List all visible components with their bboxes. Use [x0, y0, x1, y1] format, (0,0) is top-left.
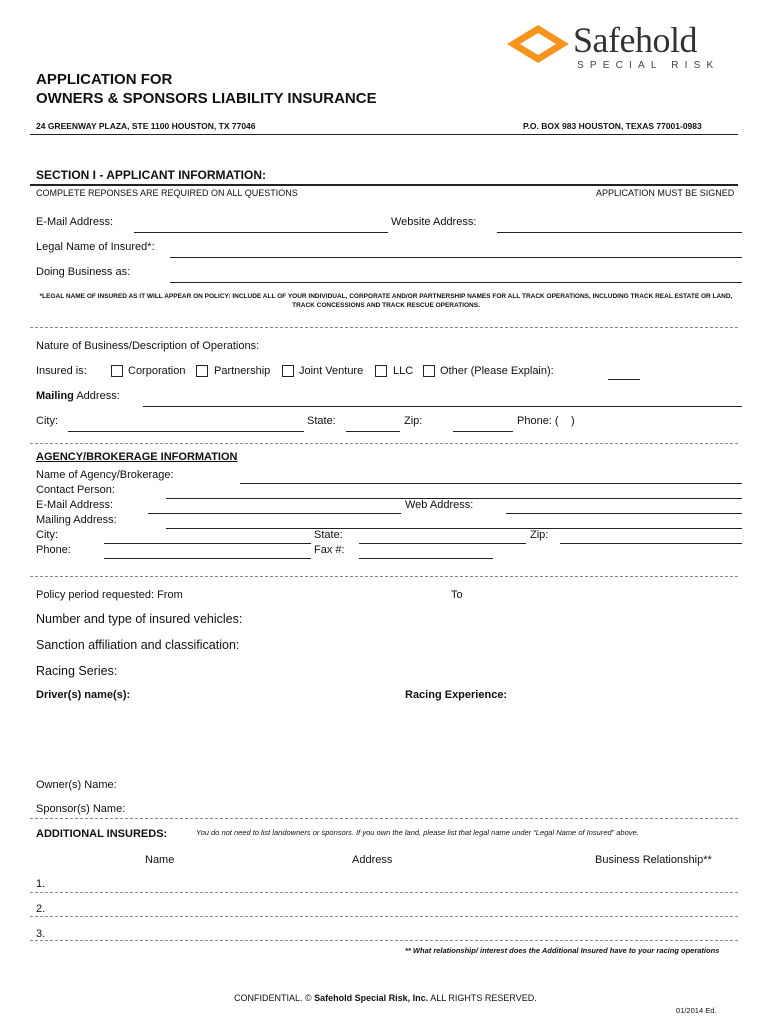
- edition-label: 01/2014 Ed.: [676, 1006, 717, 1015]
- po-box-address: P.O. BOX 983 HOUSTON, TEXAS 77001-0983: [523, 121, 702, 131]
- confidential-pre: CONFIDENTIAL. ©: [234, 993, 315, 1003]
- agency-name-label: Name of Agency/Brokerage:: [36, 469, 174, 481]
- partnership-checkbox[interactable]: [196, 365, 208, 377]
- website-label: Website Address:: [391, 216, 477, 228]
- nature-of-business-label: Nature of Business/Description of Operations:: [36, 340, 260, 352]
- legal-name-label: Legal Name of Insured*:: [36, 241, 155, 253]
- mailing-label-bold: Mailing: [36, 390, 74, 402]
- row-divider: [30, 892, 738, 893]
- dba-label: Doing Business as:: [36, 266, 131, 278]
- corporation-label: Corporation: [128, 365, 186, 377]
- agency-zip-field[interactable]: [560, 527, 742, 544]
- mailing-label-rest: Address:: [73, 390, 120, 402]
- additional-row-2: 2.: [36, 903, 46, 915]
- logo-diamond-icon: [505, 24, 571, 64]
- phone-label: Phone: (: [517, 415, 559, 427]
- divider: [30, 327, 738, 328]
- legal-name-footnote: *LEGAL NAME OF INSURED AS IT WILL APPEAR ON POLICY: INCLUDE ALL OF YOUR INDIVIDUAL, CORPORATE AND/OR PARTNERSHIP NAMES FOR ALL TRACK OPERATIONS, INCLUDING TRACK REAL ESTATE OR LAND, TRACK CONCESSIONS AND TRACK RESCUE OPERATIONS.: [39, 293, 733, 309]
- company-logo: [505, 22, 745, 74]
- agency-mailing-label: Mailing Address:: [36, 514, 117, 526]
- required-note: COMPLETE REPONSES ARE REQUIRED ON ALL QUESTIONS: [36, 188, 298, 198]
- other-explain-field[interactable]: [608, 365, 640, 380]
- other-checkbox[interactable]: [423, 365, 435, 377]
- agency-zip-label: Zip:: [530, 529, 549, 541]
- agency-phone-field[interactable]: [104, 542, 311, 559]
- section1-title: SECTION I - APPLICANT INFORMATION:: [36, 168, 266, 182]
- mailing-address-label: [36, 390, 120, 402]
- state-field[interactable]: [346, 415, 400, 432]
- drivers-label: Driver(s) name(s):: [36, 689, 131, 701]
- confidential-company: Safehold Special Risk, Inc.: [314, 993, 429, 1003]
- confidential-notice: [234, 993, 537, 1003]
- website-field[interactable]: [497, 216, 742, 233]
- street-address: 24 GREENWAY PLAZA, STE 1100 HOUSTON, TX 77046: [36, 121, 256, 131]
- joint-venture-checkbox[interactable]: [282, 365, 294, 377]
- legal-name-field[interactable]: [170, 241, 742, 258]
- joint-venture-label: Joint Venture: [299, 365, 364, 377]
- contact-person-label: Contact Person:: [36, 484, 115, 496]
- additional-row-3: 3.: [36, 928, 46, 940]
- divider: [30, 818, 738, 819]
- column-relationship: Business Relationship**: [595, 854, 712, 866]
- divider: [30, 443, 738, 444]
- phone-area-code-field[interactable]: [558, 415, 572, 431]
- agency-phone-label: Phone:: [36, 544, 71, 556]
- drivers-field[interactable]: [36, 705, 400, 777]
- column-address: Address: [352, 854, 393, 866]
- brand-tagline: SPECIAL RISK: [577, 60, 720, 71]
- agency-web-label: Web Address:: [405, 499, 474, 511]
- corporation-checkbox[interactable]: [111, 365, 123, 377]
- zip-field[interactable]: [453, 415, 513, 432]
- policy-from-field[interactable]: [182, 589, 446, 605]
- vehicles-label: Number and type of insured vehicles:: [36, 612, 243, 626]
- other-label: Other (Please Explain):: [440, 365, 554, 377]
- relationship-footnote: ** What relationship/ interest does the Additional Insured have to your racing operations: [405, 946, 720, 955]
- row-divider: [30, 940, 738, 941]
- owners-label: Owner(s) Name:: [36, 779, 117, 791]
- form-title-line2: OWNERS & SPONSORS LIABILITY INSURANCE: [36, 90, 377, 107]
- form-title-line1: APPLICATION FOR: [36, 71, 173, 88]
- phone-close-paren: ): [571, 415, 575, 427]
- insured-is-label: Insured is:: [36, 365, 87, 377]
- column-name: Name: [145, 854, 175, 866]
- racing-series-label: Racing Series:: [36, 664, 118, 678]
- llc-label: LLC: [393, 365, 414, 377]
- policy-to-field[interactable]: [468, 589, 742, 605]
- agency-fax-field[interactable]: [359, 542, 493, 559]
- section1-rule: [30, 184, 738, 186]
- dba-field[interactable]: [170, 266, 742, 283]
- agency-section-title: AGENCY/BROKERAGE INFORMATION: [36, 451, 238, 463]
- policy-period-label: Policy period requested: From: [36, 589, 183, 601]
- llc-checkbox[interactable]: [375, 365, 387, 377]
- email-label: E-Mail Address:: [36, 216, 114, 228]
- agency-fax-label: Fax #:: [314, 544, 345, 556]
- agency-state-label: State:: [314, 529, 343, 541]
- signature-note: APPLICATION MUST BE SIGNED: [596, 188, 735, 198]
- city-field[interactable]: [68, 415, 304, 432]
- email-field[interactable]: [134, 216, 388, 233]
- state-label: State:: [307, 415, 336, 427]
- row-divider: [30, 916, 738, 917]
- mailing-address-field[interactable]: [143, 390, 742, 407]
- policy-to-label: To: [451, 589, 463, 601]
- additional-insureds-title: ADDITIONAL INSUREDS:: [36, 828, 168, 840]
- racing-experience-field[interactable]: [405, 705, 742, 777]
- agency-email-label: E-Mail Address:: [36, 499, 114, 511]
- confidential-post: ALL RIGHTS RESERVED.: [428, 993, 537, 1003]
- city-label: City:: [36, 415, 58, 427]
- sanction-label: Sanction affiliation and classification:: [36, 638, 240, 652]
- agency-city-label: City:: [36, 529, 58, 541]
- divider: [30, 576, 738, 577]
- partnership-label: Partnership: [214, 365, 271, 377]
- header-divider: [30, 134, 738, 135]
- sponsors-label: Sponsor(s) Name:: [36, 803, 126, 815]
- additional-row-1: 1.: [36, 878, 46, 890]
- brand-name: Safehold: [573, 20, 697, 60]
- zip-label: Zip:: [404, 415, 423, 427]
- additional-insureds-note: You do not need to list landowners or sponsors. If you own the land, please list that legal name under “Legal Name of Insured” above.: [196, 828, 639, 837]
- racing-experience-label: Racing Experience:: [405, 689, 508, 701]
